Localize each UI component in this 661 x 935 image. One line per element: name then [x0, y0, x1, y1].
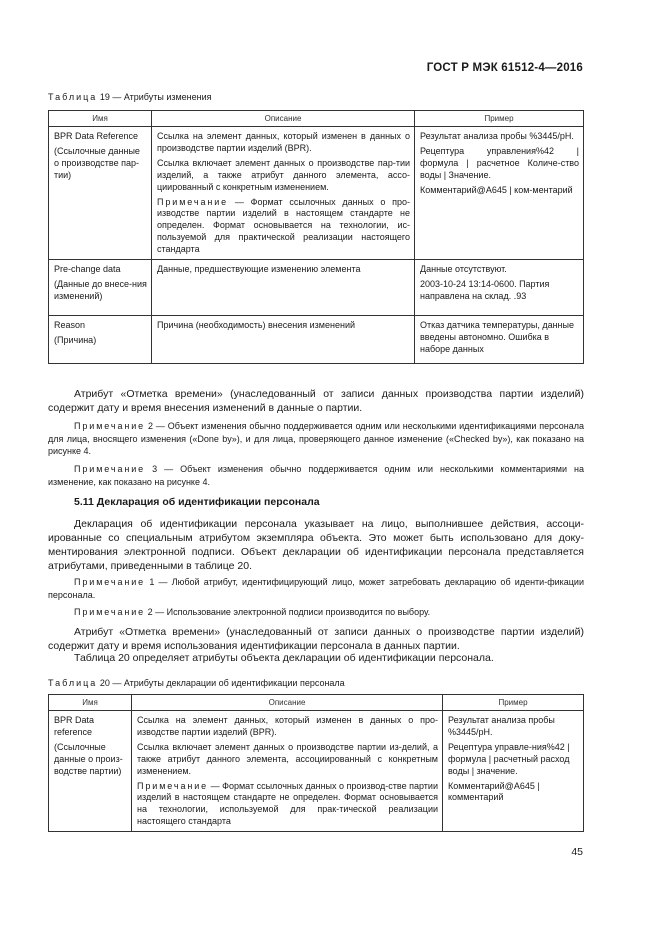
- note-text: 1 — Любой атрибут, идентифицирующий лицо, может затребовать декларацию об иденти-фикации персонала.: [48, 577, 584, 600]
- description-text: Данные, предшествующие изменению элемента: [157, 264, 361, 275]
- example-text: Рецептура управле-ния%42 | формула | расчетный расход воды | значение.: [448, 741, 570, 776]
- attr-name: Reason: [54, 320, 86, 331]
- description-text: Ссылка включает элемент данных о производстве партии из-делий, а также атрибут данного элемента, ассоциированный с конкретным изменением.: [137, 741, 438, 776]
- note-declaration-attribute: [48, 576, 584, 601]
- standard-code: ГОСТ Р МЭК 61512-4—2016: [426, 62, 583, 74]
- description-note: [157, 197, 410, 257]
- table19-row1-example: [415, 127, 584, 260]
- table19-row3-name: [49, 316, 152, 364]
- table20-caption-label: Таблица: [48, 678, 98, 688]
- note-text: — Формат ссылочных данных о производ-стве партии изделий в настоящем стандарте не определен. Формат основывается на технологии, используемой для прак-тической реализации настоящего стандарта: [137, 780, 438, 827]
- paragraph-table20-intro: Таблица 20 определяет атрибуты объекта декларации об идентификации персонала.: [74, 652, 494, 664]
- table19-row2-name: [49, 260, 152, 316]
- description-text: Ссылка включает элемент данных о производстве пар-тии изделий, а также атрибут данного элемента, ассо-циированный с конкретным изменением.: [157, 157, 410, 192]
- attr-name-translation: (Причина): [54, 334, 97, 345]
- table-row: [49, 711, 584, 832]
- description-text: Причина (необходимость) внесения изменений: [157, 320, 355, 331]
- table19-row1-description: [152, 127, 415, 260]
- note-text: 2 — Объект изменения обычно поддерживается одним или несколькими идентификациями персонала для лица, вносящего изменения («Done by»), и для лица, проверяющего данное изменение («Checked by»), как показано на рисунке 4.: [48, 421, 584, 456]
- table-row: [49, 127, 584, 260]
- example-text: Результат анализа пробы %3445/pH.: [448, 715, 555, 737]
- example-text: Комментарий@A645 | комментарий: [448, 780, 540, 803]
- example-text: Результат анализа пробы %3445/pH.: [420, 131, 574, 141]
- table20-header-row: [49, 695, 584, 711]
- table19-caption-text: 19 — Атрибуты изменения: [99, 92, 212, 102]
- table19-row2-description: [152, 260, 415, 316]
- table19-row3-description: [152, 316, 415, 364]
- note-label: Примечание: [74, 464, 146, 474]
- table20-row1-name: [49, 711, 132, 832]
- page-number: 45: [571, 846, 583, 858]
- table-20: [48, 694, 584, 832]
- description-text: Ссылка на элемент данных, который изменен в данных о производстве партии изделий (BPR).: [157, 131, 410, 153]
- attr-name-translation: (Ссылочные данные о произ-водстве партии): [54, 741, 123, 776]
- paragraph-timestamp-declaration: Атрибут «Отметка времени» (унаследованный от записи данных о производстве партии изделий) содержит дату и время использования идентификации персонала в данных партии.: [48, 626, 584, 652]
- table19-col-example: Пример: [415, 111, 584, 127]
- table19-caption-label: Таблица: [48, 92, 98, 102]
- note-change-personnel: [48, 420, 584, 458]
- note-label: Примечание: [157, 196, 229, 207]
- attr-name-translation: (Данные до внесе-ния изменений): [54, 278, 147, 301]
- example-text: 2003-10-24 13:14-0600. Партия направлена на склад. .93: [420, 278, 550, 301]
- table19-caption: [48, 92, 212, 102]
- note-text: — Формат ссылочных данных о про-изводстве партии изделий в настоящем стандарте не определен. Формат основывается на технологии, ис-пользуемой для практической реализации настоящего стандарта: [157, 196, 410, 255]
- example-text: Отказ датчика температуры, данные введены автономно. Ошибка в наборе данных: [420, 320, 575, 354]
- example-text: Данные отсутствуют.: [420, 264, 507, 275]
- description-text: Ссылка на элемент данных, который изменен в данных о про-изводстве партии изделий (BPR).: [137, 715, 438, 737]
- table20-row1-description: [132, 711, 443, 832]
- note-label: Примечание: [74, 421, 146, 431]
- table20-col-description: Описание: [132, 695, 443, 711]
- paragraph-declaration: Декларация об идентификации персонала указывает на лицо, выполнившее действия, ассоци-ированные со специальным атрибутом экземпляра объекта. Это может быть использовано для доку-ментирования электронной подписи. Объект декларации об идентификации персонала представляется атрибутами, приведенными в таблице 20.: [48, 518, 584, 572]
- note-text: 2 — Использование электронной подписи производится по выбору.: [147, 607, 431, 617]
- note-label: Примечание: [74, 577, 146, 587]
- table20-caption: [48, 678, 345, 688]
- note-label: Примечание: [137, 780, 209, 791]
- note-label: Примечание: [74, 607, 146, 617]
- table19-header-row: [49, 111, 584, 127]
- note-electronic-signature: [48, 606, 584, 619]
- table-row: [49, 260, 584, 316]
- attr-name: Pre-change data: [54, 264, 121, 275]
- note-change-comments: [48, 463, 584, 488]
- attr-name: BPR Data reference: [54, 715, 95, 737]
- table-19: [48, 110, 584, 364]
- table-row: [49, 316, 584, 364]
- table20-col-name: Имя: [49, 695, 132, 711]
- table20-col-example: Пример: [443, 695, 584, 711]
- paragraph-timestamp-change: Атрибут «Отметка времени» (унаследованный от записи данных производства партии изделий) содержит дату и время внесения изменений в данные о партии.: [48, 388, 584, 414]
- section-heading: 5.11 Декларация об идентификации персонала: [74, 496, 320, 508]
- attr-name-translation: (Ссылочные данные о производстве пар-тии): [54, 145, 140, 180]
- table19-row1-name: [49, 127, 152, 260]
- note-text: 3 — Объект изменения обычно поддерживается одним или несколькими комментариями на изменение, как показано на рисунке 4.: [48, 464, 584, 487]
- table19-row2-example: [415, 260, 584, 316]
- table19-col-name: Имя: [49, 111, 152, 127]
- attr-name: BPR Data Reference: [54, 131, 139, 141]
- example-text: Рецептура управления%42 | формула | расчетное Количе-ство воды | Значение.: [420, 145, 579, 180]
- table19-col-description: Описание: [152, 111, 415, 127]
- description-note: [137, 781, 438, 829]
- table19-row3-example: [415, 316, 584, 364]
- table20-caption-text: 20 — Атрибуты декларации об идентификации персонала: [99, 678, 345, 688]
- table20-row1-example: [443, 711, 584, 832]
- example-text: Комментарий@A645 | ком-ментарий: [420, 184, 573, 195]
